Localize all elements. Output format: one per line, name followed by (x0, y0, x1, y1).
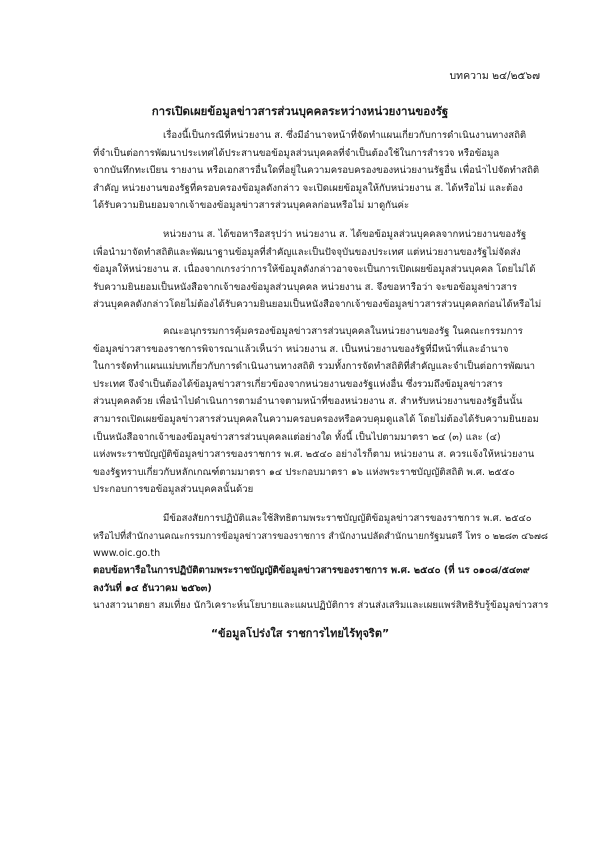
text-line: ได้รับความยินยอมจากเจ้าของข้อมูลข่าวสารส่วนบุคคลก่อนหรือไม่ มาดูกันค่ะ (93, 200, 410, 212)
text-line: มีข้อสงสัยการปฏิบัติและใช้สิทธิตามพระราชบัญญัติข้อมูลข่าวสารของราชการ พ.ศ. ๒๕๔๐ (163, 513, 532, 524)
text-line: หน่วยงาน ส. ได้ขอหารือสรุปว่า หน่วยงาน ส. ได้ขอข้อมูลส่วนบุคคลจากหน่วยงานของรัฐ (163, 229, 527, 240)
text-line: ข้อมูลข่าวสารของราชการพิจารณาแล้วเห็นว่า หน่วยงาน ส. เป็นหน่วยงานของรัฐที่มีหน้าที่และอำนาจ (93, 343, 509, 355)
website-link[interactable]: www.oic.go.th (93, 548, 161, 560)
text-line: ที่จำเป็นต่อการพัฒนาประเทศได้ประสานขอข้อมูลส่วนบุคคลที่จำเป็นต้องใช้ในการสำรวจ หรือข้อมูล (93, 147, 500, 159)
reference-block (93, 562, 548, 597)
text-line: ประเทศ จึงจำเป็นต้องได้ข้อมูลข่าวสารเกี่ยวข้องจากหน่วยงานของรัฐแห่งอื่น ซึ่งรวมถึงข้อมูลข่าวสาร (93, 378, 503, 390)
text-line: เรื่องนี้เป็นกรณีที่หน่วยงาน ส. ซึ่งมีอำนาจหน้าที่จัดทำแผนเกี่ยวกับการดำเนินงานทางสถิติ (163, 130, 527, 141)
paragraph-2 (93, 226, 548, 314)
text-line: ข้อมูลให้หน่วยงาน ส. เนื่องจากเกรงว่าการให้ข้อมูลดังกล่าวอาจจะเป็นการเปิดเผยข้อมูลส่วนบุคคล โดยไม่ได้ (93, 264, 536, 276)
text-line: หรือไปที่สำนักงานคณะกรรมการข้อมูลข่าวสารของราชการ สำนักงานปลัดสำนักนายกรัฐมนตรี โทร ๐ ๒๒๘๓ ๔๖๗๘ (93, 530, 548, 542)
text-line: คณะอนุกรรมการคุ้มครองข้อมูลข่าวสารส่วนบุคคลในหน่วยงานของรัฐ ในคณะกรรมการ (163, 326, 523, 337)
reference-line: ตอบข้อหารือในการปฏิบัติตามพระราชบัญญัติข้อมูลข่าวสารของราชการ พ.ศ. ๒๕๔๐ (ที่ นร ๐๑๐๘/๕๔๓๙ (93, 565, 530, 576)
paragraph-4 (93, 510, 548, 563)
text-line: แห่งพระราชบัญญัติข้อมูลข่าวสารของราชการ พ.ศ. ๒๕๔๐ อย่างไรก็ตาม หน่วยงาน ส. ควรแจ้งให้หน่วยงาน (93, 449, 535, 461)
author-line: นางสาวนาตยา สมเที่ยง นักวิเคราะห์นโยบายและแผนปฏิบัติการ ส่วนส่งเสริมและเผยแพร่สิทธิรับรู้ข้อมูลข่าวสาร (93, 600, 548, 611)
document-title: การเปิดเผยข้อมูลข่าวสารส่วนบุคคลระหว่างหน่วยงานของรัฐ (151, 104, 449, 118)
text-line: ส่วนบุคคลดังกล่าวโดยไม่ต้องได้รับความยินยอมเป็นหนังสือจากเจ้าของข้อมูลข่าวสารส่วนบุคคลก่อนได้หรือไม่ (93, 299, 542, 311)
text-line: เพื่อนำมาจัดทำสถิติและพัฒนาฐานข้อมูลที่สำคัญและเป็นปัจจุบันของประเทศ แต่หน่วยงานของรัฐไม่จัดส่ง (93, 246, 521, 258)
text-line: ของรัฐทราบเกี่ยวกับหลักเกณฑ์ตามมาตรา ๑๔ ประกอบมาตรา ๑๖ แห่งพระราชบัญญัติสถิติ พ.ศ. ๒๕๕๐ (93, 466, 515, 478)
text-line: เป็นหนังสือจากเจ้าของข้อมูลข่าวสารส่วนบุคคลแต่อย่างใด ทั้งนี้ เป็นไปตามมาตรา ๒๔ (๓) และ (๔) (93, 431, 501, 443)
paragraph-3 (93, 323, 548, 499)
text-line: รับความยินยอมเป็นหนังสือจากเจ้าของข้อมูลส่วนบุคคล หน่วยงาน ส. จึงขอหารือว่า จะขอข้อมูลข่าวสาร (93, 281, 517, 293)
text-line: จากบันทึกทะเบียน รายงาน หรือเอกสารอื่นใดที่อยู่ในความครอบครองของหน่วยงานรัฐอื่น เพื่อนำไปจัดทำสถิติ (93, 165, 540, 177)
author-block (93, 597, 548, 615)
paragraph-1 (93, 127, 548, 215)
document-number: บทความ ๒๔/๒๕๖๗ (449, 70, 540, 82)
motto: “ข้อมูลโปร่งใส ราชการไทยไร้ทุจริต” (210, 627, 390, 640)
text-line: ประกอบการขอข้อมูลส่วนบุคคลนั้นด้วย (93, 484, 254, 496)
text-line: ในการจัดทำแผนแม่บทเกี่ยวกับการดำเนินงานทางสถิติ รวมทั้งการจัดทำสถิติที่สำคัญและจำเป็นต่อการพัฒนา (93, 361, 536, 373)
reference-line: ลงวันที่ ๑๔ ธันวาคม ๒๕๖๓) (93, 582, 212, 594)
text-line: สำคัญ หน่วยงานของรัฐที่ครอบครองข้อมูลดังกล่าว จะเปิดเผยข้อมูลให้กับหน่วยงาน ส. ได้หรือไม่ และต้อง (93, 182, 523, 194)
text-line: สามารถเปิดเผยข้อมูลข่าวสารส่วนบุคคลในความครอบครองหรือควบคุมดูแลได้ โดยไม่ต้องได้รับความยินยอม (93, 413, 539, 425)
text-line: ส่วนบุคคลด้วย เพื่อนำไปดำเนินการตามอำนาจตามหน้าที่ของหน่วยงาน ส. สำหรับหน่วยงานของรัฐอื่นนั้น (93, 396, 523, 408)
